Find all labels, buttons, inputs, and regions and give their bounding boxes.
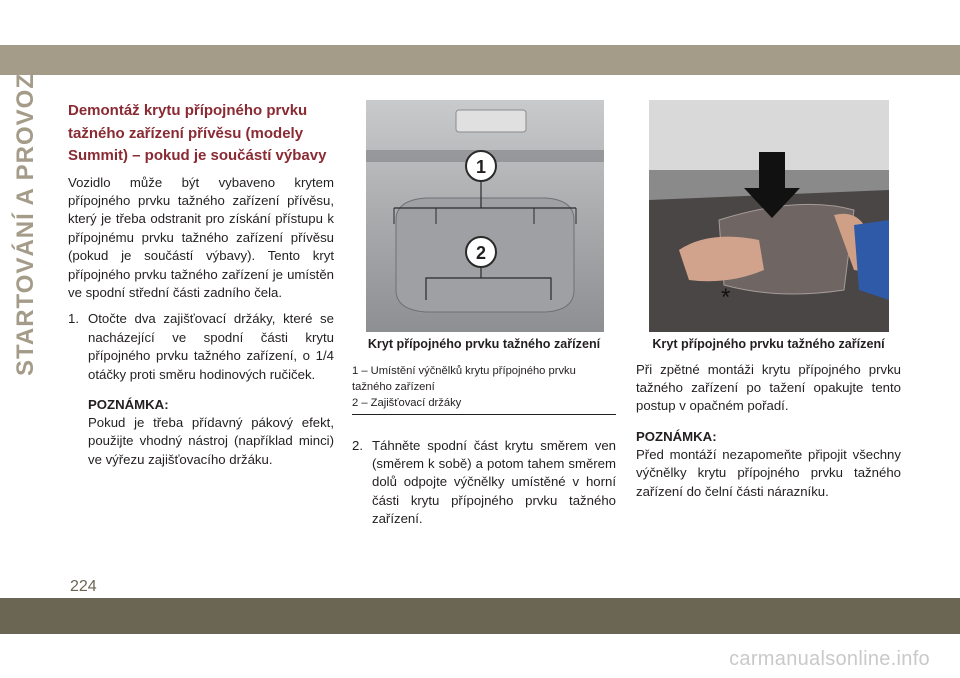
step-text: Otočte dva zajišťovací držáky, které se nacházející ve spodní části krytu přípojného prvku tažného zařízení, o 1/4 otáčky proti směru hodinových ručiček.: [88, 311, 334, 382]
figure-caption: Kryt přípojného prvku tažného zařízení: [367, 337, 601, 351]
page-number: 224: [70, 578, 97, 595]
cover-removal-photo: [649, 100, 889, 332]
section-side-label: STARTOVÁNÍ A PROVOZ: [12, 72, 39, 376]
note-block: [88, 396, 334, 469]
list-item: [352, 437, 616, 529]
list-item: [68, 310, 334, 384]
cover-removal-illustration: [649, 100, 889, 332]
reinstall-paragraph: Při zpětné montáži krytu přípojného prvku tažného zařízení po tažení opakujte tento postup v opačném pořadí.: [636, 361, 901, 414]
note-text: Pokud je třeba přídavný pákový efekt, použijte vhodný nástroj (například minci) ve výřezu zajišťovacího držáku.: [88, 414, 334, 467]
figure-legend: [352, 363, 616, 415]
footer-band: [0, 598, 960, 634]
step-number: 2.: [352, 437, 363, 453]
bumper-illustration: [366, 100, 604, 332]
note-title: POZNÁMKA:: [88, 396, 169, 412]
watermark: carmanualsonline.info: [729, 648, 930, 670]
section-heading: Demontáž krytu přípojného prvku tažného zařízení přívěsu (modely Summit) – pokud je součástí výbavy: [68, 102, 327, 164]
intro-paragraph: Vozidlo může být vybaveno krytem přípojného prvku tažného zařízení přívěsu, který je třeba odstranit pro získání přístupu k přípojnému prvku tažného zařízení přívěsu (pokud je součástí výbavy). Tento kryt přípojného prvku tažného zařízení je umístěn ve spodní střední části zadního čela.: [68, 174, 334, 300]
figure-column-right: [636, 100, 901, 501]
legend-item-2: 2 – Zajišťovací držáky: [352, 396, 462, 409]
tow-hook-cover-figure: [366, 100, 604, 332]
callout-2: 2: [475, 243, 487, 263]
note-text: Před montáží nezapomeňte připojit všechny výčnělky krytu přípojného prvku tažného zařízení do čelní části nárazníku.: [636, 446, 901, 499]
asterisk-mark: *: [721, 284, 731, 311]
note-block: [636, 428, 901, 501]
figure-caption: Kryt přípojného prvku tažného zařízení: [652, 337, 885, 351]
legend-item-1: 1 – Umístění výčnělků krytu přípojného prvku tažného zařízení: [352, 364, 576, 393]
note-title: POZNÁMKA:: [636, 428, 717, 444]
figure-column-middle: [352, 100, 616, 529]
step-number: 1.: [68, 311, 79, 327]
callout-1: 1: [475, 157, 487, 177]
text-column-left: [68, 100, 334, 469]
step-text: Táhněte spodní část krytu směrem ven (směrem k sobě) a potom tahem směrem dolů odpojte výčnělky umístěné v horní části krytu přípojného prvku tažného zařízení.: [372, 437, 616, 527]
header-band: [0, 45, 960, 75]
